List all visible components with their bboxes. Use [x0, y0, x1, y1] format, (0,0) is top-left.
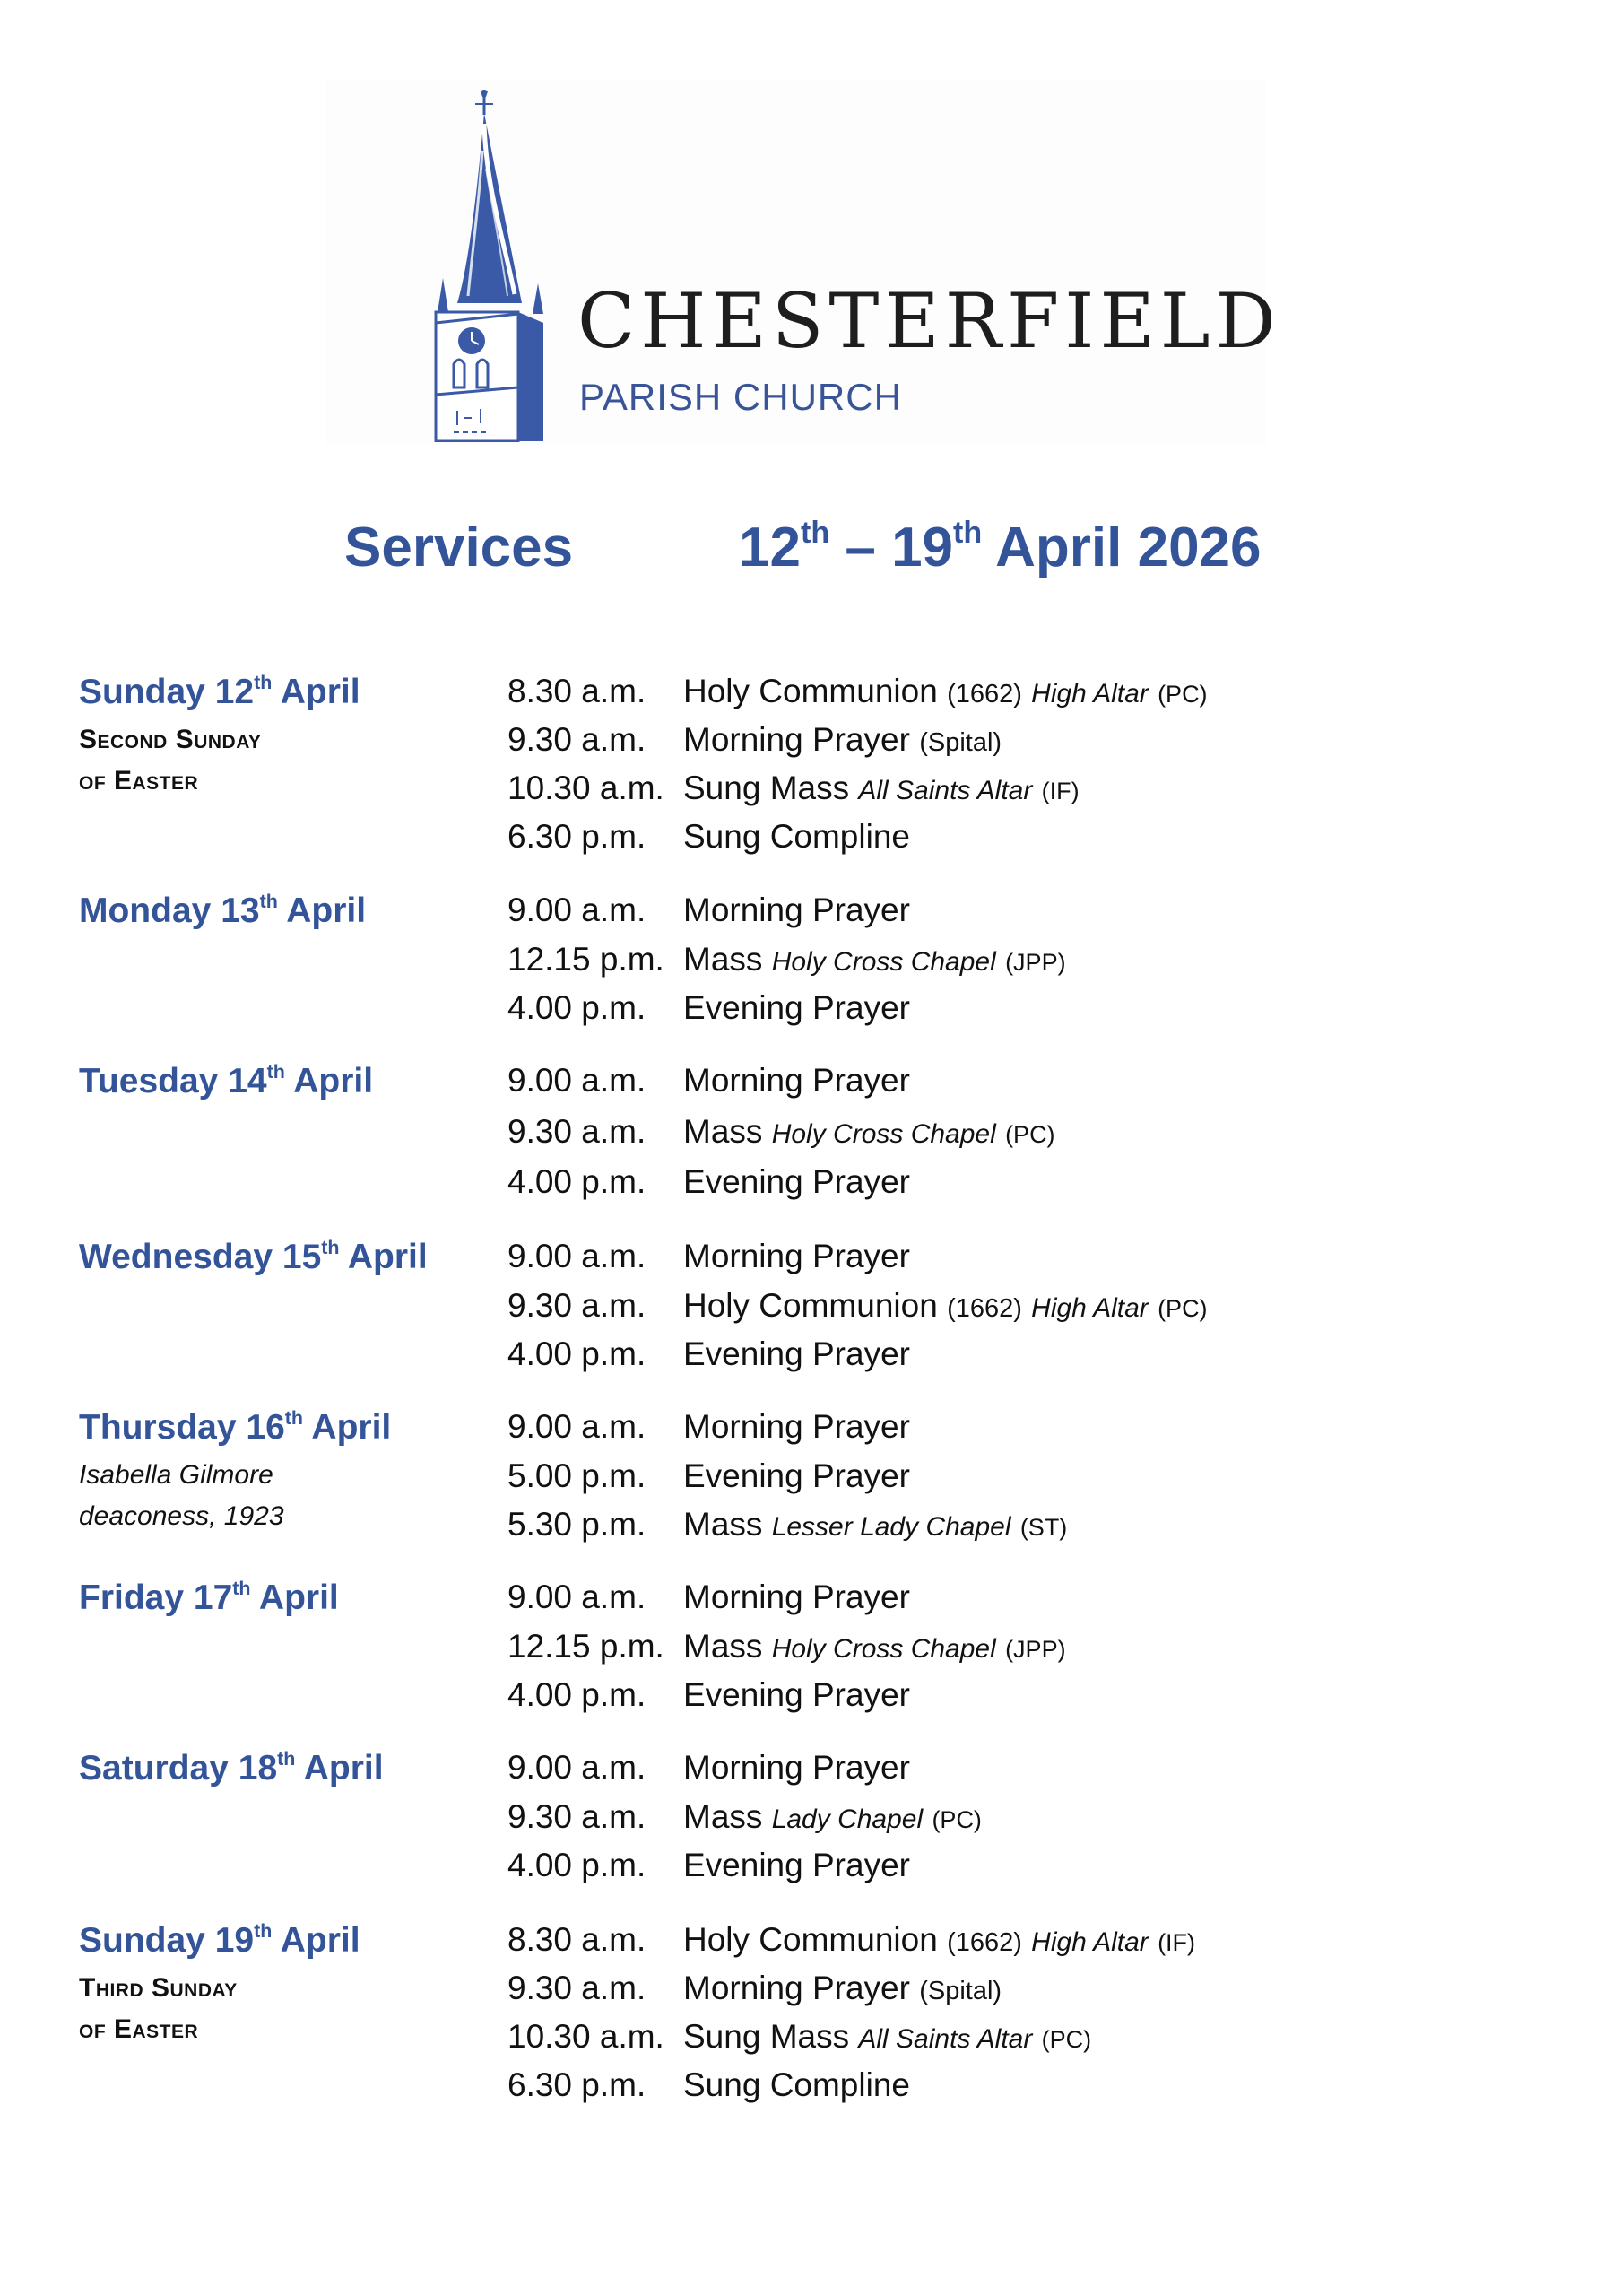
day-number: 17 — [193, 1578, 233, 1617]
service-detail — [683, 1751, 910, 1784]
day-month: April — [347, 1238, 428, 1276]
day-heading — [79, 890, 367, 930]
service-time: 9.30 a.m. — [507, 1970, 646, 2006]
service-detail — [683, 1064, 910, 1097]
day-note: of Easter — [79, 2014, 199, 2044]
service-time: 9.00 a.m. — [507, 1408, 646, 1445]
service-name: Evening Prayer — [683, 1335, 910, 1372]
service-name: Mass — [683, 1506, 763, 1543]
day-note: deaconess, 1923 — [79, 1501, 284, 1531]
service-time: 12.15 p.m. — [507, 941, 664, 978]
service-time: 5.00 p.m. — [507, 1457, 646, 1494]
day-name: Tuesday — [79, 1062, 219, 1100]
day-name: Saturday — [79, 1749, 229, 1787]
service-time: 9.30 a.m. — [507, 1287, 646, 1324]
day-month: April — [280, 1921, 360, 1960]
service-cleric: (IF) — [1158, 1929, 1196, 1956]
day-name: Friday — [79, 1578, 185, 1617]
service-name: Mass — [683, 1798, 763, 1835]
service-detail — [683, 991, 910, 1024]
day-note: Third Sunday — [79, 1973, 238, 2003]
crooked-spire-steeple-icon — [432, 88, 549, 442]
date-start-suffix: th — [800, 516, 830, 551]
day-month: April — [293, 1062, 374, 1100]
service-detail — [683, 1165, 910, 1198]
service-cleric: (PC) — [1005, 1121, 1055, 1148]
service-detail — [683, 1580, 910, 1613]
day-name: Wednesday — [79, 1238, 273, 1276]
service-time: 12.15 p.m. — [507, 1628, 664, 1665]
date-end: 19 — [891, 517, 954, 578]
service-time: 4.00 p.m. — [507, 1847, 646, 1883]
service-time: 9.00 a.m. — [507, 1578, 646, 1615]
service-time: 4.00 p.m. — [507, 989, 646, 1026]
service-detail — [683, 1630, 1066, 1663]
service-name: Morning Prayer — [683, 891, 910, 928]
day-heading — [79, 1919, 360, 1960]
service-detail — [683, 1410, 910, 1443]
service-time: 4.00 p.m. — [507, 1163, 646, 1200]
service-location: High Altar — [1031, 1293, 1149, 1323]
service-location: Holy Cross Chapel — [771, 1634, 996, 1664]
service-location: All Saints Altar — [858, 2024, 1033, 2054]
service-detail — [683, 1971, 1002, 2005]
service-name: Morning Prayer — [683, 1578, 910, 1615]
service-detail — [683, 1289, 1208, 1322]
service-cleric: (PC) — [1158, 681, 1208, 708]
page-heading — [0, 516, 1622, 587]
service-extra: (1662) — [947, 1294, 1022, 1323]
service-location: Lesser Lady Chapel — [771, 1512, 1011, 1542]
day-number-suffix: th — [254, 671, 273, 693]
day-note: Isabella Gilmore — [79, 1460, 273, 1490]
service-location: All Saints Altar — [858, 776, 1033, 805]
logo-subtitle: PARISH CHURCH — [579, 376, 902, 418]
day-number: 19 — [214, 1921, 255, 1960]
day-number-suffix: th — [259, 890, 278, 912]
service-name: Morning Prayer — [683, 1408, 910, 1445]
service-location: Lady Chapel — [771, 1805, 924, 1834]
service-location: Holy Cross Chapel — [771, 1119, 996, 1149]
day-number-suffix: th — [284, 1406, 304, 1429]
day-name: Monday — [79, 891, 212, 930]
day-number-suffix: th — [321, 1236, 340, 1258]
service-cleric: (JPP) — [1005, 1636, 1066, 1663]
service-detail — [683, 2068, 910, 2101]
service-extra: (Spital) — [919, 1977, 1002, 2005]
day-heading — [79, 1060, 374, 1100]
service-detail — [683, 1459, 910, 1492]
service-extra: (1662) — [947, 1928, 1022, 1957]
service-detail — [683, 943, 1066, 976]
day-number-suffix: th — [232, 1577, 251, 1599]
service-detail — [683, 1115, 1055, 1148]
service-time: 9.00 a.m. — [507, 891, 646, 928]
service-time: 9.30 a.m. — [507, 1113, 646, 1150]
service-time: 10.30 a.m. — [507, 2018, 664, 2055]
service-cleric: (PC) — [1041, 2026, 1092, 2053]
service-detail — [683, 1848, 910, 1882]
service-name: Sung Mass — [683, 2018, 850, 2055]
date-end-suffix: th — [953, 516, 983, 551]
day-heading — [79, 1577, 339, 1617]
service-cleric: (JPP) — [1005, 949, 1066, 976]
service-time: 10.30 a.m. — [507, 770, 664, 806]
date-month-year: April 2026 — [982, 517, 1262, 578]
service-extra: (Spital) — [919, 728, 1002, 757]
service-detail — [683, 820, 910, 853]
service-cleric: (IF) — [1041, 778, 1080, 804]
service-detail — [683, 1800, 982, 1833]
service-time: 8.30 a.m. — [507, 1921, 646, 1958]
service-name: Evening Prayer — [683, 1676, 910, 1713]
day-number-suffix: th — [277, 1747, 296, 1770]
service-location: High Altar — [1031, 1927, 1149, 1957]
service-detail — [683, 1337, 910, 1370]
service-name: Mass — [683, 1628, 763, 1665]
service-time: 4.00 p.m. — [507, 1335, 646, 1372]
day-name: Sunday — [79, 673, 205, 711]
day-number: 16 — [246, 1408, 285, 1447]
service-name: Morning Prayer — [683, 1970, 910, 2006]
service-cleric: (ST) — [1019, 1514, 1068, 1541]
day-heading — [79, 671, 360, 711]
service-time: 6.30 p.m. — [507, 2066, 646, 2103]
day-number: 13 — [221, 891, 260, 930]
day-number: 12 — [214, 673, 255, 711]
church-logo — [325, 79, 1281, 445]
day-number-suffix: th — [254, 1919, 273, 1942]
service-cleric: (PC) — [932, 1806, 982, 1833]
service-name: Evening Prayer — [683, 1847, 910, 1883]
day-note: of Easter — [79, 766, 199, 796]
service-cleric: (PC) — [1158, 1295, 1208, 1322]
service-detail — [683, 1678, 910, 1711]
service-name: Sung Compline — [683, 2066, 910, 2103]
service-time: 9.30 a.m. — [507, 1798, 646, 1835]
service-name: Morning Prayer — [683, 1238, 910, 1274]
service-detail — [683, 771, 1080, 804]
service-time: 8.30 a.m. — [507, 673, 646, 709]
service-location: High Altar — [1031, 679, 1149, 709]
service-time: 9.30 a.m. — [507, 721, 646, 758]
day-month: April — [280, 673, 360, 711]
service-name: Holy Communion — [683, 1287, 938, 1324]
service-name: Morning Prayer — [683, 1749, 910, 1786]
service-name: Holy Communion — [683, 673, 938, 709]
day-month: April — [286, 891, 367, 930]
service-detail — [683, 723, 1002, 756]
day-note: Second Sunday — [79, 725, 262, 754]
service-time: 4.00 p.m. — [507, 1676, 646, 1713]
service-detail — [683, 674, 1208, 708]
day-heading — [79, 1747, 384, 1787]
service-name: Evening Prayer — [683, 1163, 910, 1200]
day-heading — [79, 1236, 428, 1276]
service-time: 6.30 p.m. — [507, 818, 646, 855]
service-name: Sung Mass — [683, 770, 850, 806]
service-time: 9.00 a.m. — [507, 1749, 646, 1786]
day-heading — [79, 1406, 392, 1447]
service-name: Mass — [683, 941, 763, 978]
service-detail — [683, 893, 910, 926]
day-number-suffix: th — [266, 1060, 285, 1083]
service-detail — [683, 1239, 910, 1273]
day-name: Thursday — [79, 1408, 237, 1447]
date-separator: – — [829, 517, 892, 578]
day-number: 14 — [228, 1062, 267, 1100]
service-time: 9.00 a.m. — [507, 1238, 646, 1274]
service-name: Morning Prayer — [683, 721, 910, 758]
service-extra: (1662) — [947, 680, 1022, 709]
service-name: Evening Prayer — [683, 989, 910, 1026]
day-month: April — [311, 1408, 392, 1447]
day-month: April — [303, 1749, 384, 1787]
service-name: Holy Communion — [683, 1921, 938, 1958]
service-name: Morning Prayer — [683, 1062, 910, 1099]
logo-title: CHESTERFIELD — [577, 277, 1281, 365]
date-start: 12 — [739, 517, 801, 578]
service-name: Mass — [683, 1113, 763, 1150]
heading-services: Services — [344, 517, 574, 578]
day-name: Sunday — [79, 1921, 205, 1960]
service-time: 5.30 p.m. — [507, 1506, 646, 1543]
service-location: Holy Cross Chapel — [771, 947, 996, 977]
day-number: 15 — [282, 1238, 322, 1276]
service-name: Sung Compline — [683, 818, 910, 855]
service-name: Evening Prayer — [683, 1457, 910, 1494]
service-detail — [683, 1508, 1067, 1541]
service-detail — [683, 2020, 1091, 2053]
day-month: April — [258, 1578, 339, 1617]
service-detail — [683, 1923, 1195, 1956]
heading-date-range — [739, 516, 1262, 579]
day-number: 18 — [238, 1749, 278, 1787]
service-time: 9.00 a.m. — [507, 1062, 646, 1099]
